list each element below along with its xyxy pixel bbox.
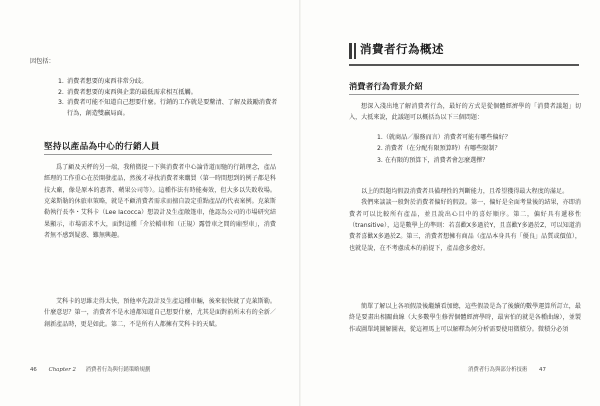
intro-text: 因包括：: [30, 58, 55, 65]
sub-heading-divider: [349, 94, 579, 95]
list-number: 3.: [58, 99, 64, 106]
section-heading: 堅持以產品為中心的行銷人員: [44, 142, 160, 152]
list-item: [58, 77, 278, 88]
list-text: 消費者想要的東西與企業的最低需求相互抵觸。: [67, 88, 197, 96]
list-number: 1.: [58, 78, 64, 85]
running-title: 消費者行為與行銷策略規劃: [85, 367, 151, 373]
sub-heading: 消費者行為背景介紹: [349, 81, 423, 91]
list-item: 3. 在有限的預算下，消費者會怎麼選擇？: [377, 156, 489, 164]
running-title: 消費者行為與部分析技術: [468, 367, 528, 373]
list-item: 2. 消費者（在分配有限預算時）有哪些限制？: [377, 145, 501, 153]
page-number: 46: [30, 367, 37, 373]
reasons-list: [58, 77, 278, 119]
section-divider: [44, 154, 272, 155]
list-number: 2.: [58, 88, 64, 96]
questions-list: [377, 132, 577, 166]
list-item: 1.（就商品／服務而言）消費者可能有哪些偏好？: [377, 134, 511, 141]
body-paragraph: 想深入淺出地了解消費者行為，最好的方式是從個體經濟學的「消費者議題」切入，大抵來說，此議題可以概括為以下三個問題：: [349, 103, 581, 122]
list-item: [58, 88, 278, 99]
chapter-label: Chapter 2: [48, 367, 76, 373]
title-accent-bar: [349, 43, 352, 59]
body-paragraph: 爲了顧及天秤的另一端，我稍微提一下與消費者中心論背道而馳的行銷理念，產品經理的工作重心在於開發產品，然後才尋找消費者來購買（第一時間想到的例子都是科技大廠，像是原本的惠普、蘋果公司等）。這種作法有時能奏效，但大多以失敗收場。克萊斯勒的休旅車策略，就是不顧消費者需求而擅自設定重點產品的代表案例。克萊斯勒執行長李・艾科卡（Lee Iacocca）想設計及生產敞篷車，他認為公司的市場研究結果顯示，市場需求不大，面對這種「介於轎車和（正規）露營車之間的廂型車」，消費者無不感到疑惑、難無興趣。: [44, 164, 276, 239]
paragraph-text: 我們來談談一般對於消費者偏好的假設。第一，偏好是全面考量後的結果，亦即消費者可以比較所有產品，並且說出心目中的喜好順序。第二，偏好具有遞移性（transitive），這是數學上的準則：若喜歡X多過於Y，且喜歡Y多過於Z，可以知道消費者喜歡X多過於Z。第三，消費者想擁有商品（產品本身具有「優良」品質或價值），也就是說，在不考慮成本的前提下，產品愈多愈好。: [349, 199, 581, 252]
chapter-title: 消費者行為概述: [360, 42, 444, 56]
title-accent-bar: [354, 43, 356, 59]
list-item: [58, 98, 278, 119]
title-divider: [349, 64, 579, 66]
body-paragraph: 簡單了解以上各項假設後繼續看加總，這些假設是為了後續的數學運算所訂立，最終是要畫出相關曲線（大多數學生修習個體經濟學時，最害怕的就是各種曲線），並製作或圖單純圖解圖表，從這裡馬上可以解釋為何分析需要使用微積分。微積分必須: [349, 303, 581, 333]
list-text: 消費者想要的東西非常分歧。: [67, 78, 148, 85]
page-number: 47: [539, 367, 546, 373]
paragraph-text: 以上的問題均假設消費者具備理性的判斷能力，且希望獲得最大程度的滿足。: [361, 188, 569, 196]
list-text: 消費者可能不知道自己想要什麼。行銷的工作就是要釐清、了解及鼓勵消費者行為，創造雙贏局面。: [67, 99, 278, 117]
left-page-footer: [30, 365, 150, 373]
body-paragraph: 艾科卡的思維走得太快，預他率先設計及生產這種車輛，後來很快就了克萊斯勒。什麼意思？第一，消費者不是永遠都知道自己想要什麼，尤其是面對前所未有的全新／創新產品時，更是如此。第二，不是所有人都擁有艾科卡的天賦。: [44, 298, 276, 328]
body-paragraph: [349, 186, 581, 254]
right-page-footer: [468, 365, 546, 373]
